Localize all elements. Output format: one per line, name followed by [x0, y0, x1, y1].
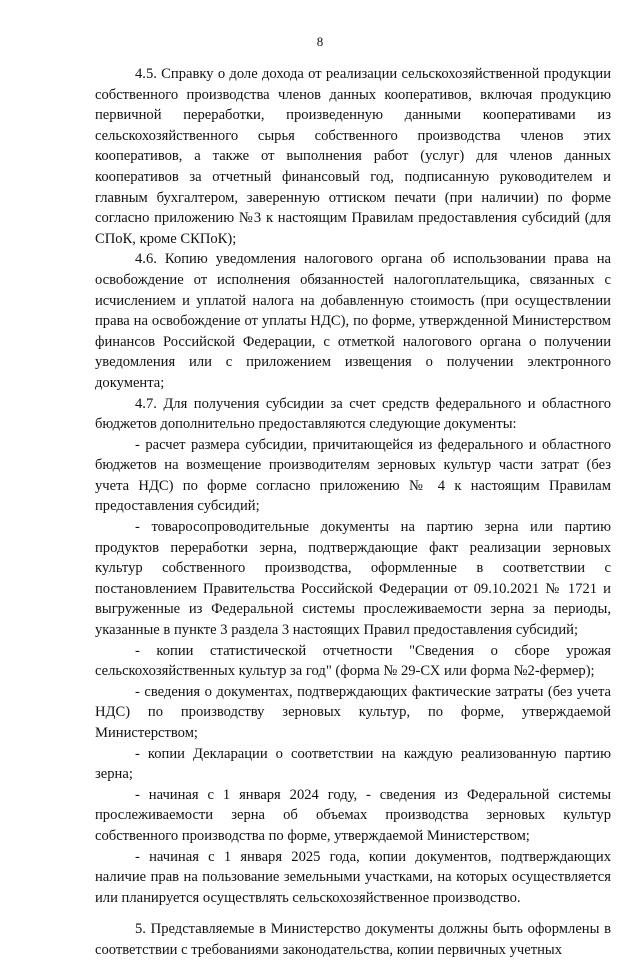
list-item: - начиная с 1 января 2024 году, - сведения из Федеральной системы прослеживаемости зерна об объемах производства зерновых культур собственного производства по форме, утверждаемой Министерством; [95, 786, 611, 844]
paragraph-4-7: 4.7. Для получения субсидии за счет средств федерального и областного бюджетов дополнительно предоставляются следующие документы: [95, 395, 611, 433]
paragraph-4-6: 4.6. Копию уведомления налогового органа об использовании права на освобождение от исполнения обязанностей налогоплательщика, связанных с исчислением и уплатой налога на добавленную стоимость (при осуществлении права на освобождение от уплаты НДС), по форме, утвержденной Министерством финансов Российской Федерации, с отметкой налогового органа о получении уведомления или с приложением извещения о получении электронного документа; [95, 251, 611, 391]
list-item: - копии Декларации о соответствии на каждую реализованную партию зерна; [95, 745, 611, 783]
list-item: - копии статистической отчетности "Сведения о сборе урожая сельскохозяйственных культур за год" (форма № 29-СХ или форма №2-фермер); [95, 642, 611, 680]
document-body [95, 64, 611, 961]
list-item: - товаросопроводительные документы на партию зерна или партию продуктов переработки зерна, подтверждающие факт реализации зерновых культур собственного производства, оформленные в соответствии с постановлением Правительства Российской Федерации от 09.10.2021 № 1721 и выгруженные из Федеральной системы прослеживаемости зерна за периоды, указанные в пункте 3 раздела 3 настоящих Правил предоставления субсидий; [95, 519, 611, 639]
list-item: - расчет размера субсидии, причитающейся из федерального и областного бюджетов на возмещение производителям зерновых культур части затрат (без учета НДС) по форме согласно приложению № 4 к настоящим Правилам предоставления субсидий; [95, 436, 611, 515]
list-item: - начиная с 1 января 2025 года, копии документов, подтверждающих наличие прав на пользование земельными участками, на которых осуществляется или планируется осуществлять сельскохозяйственное производство. [95, 848, 611, 906]
paragraph-5: 5. Представляемые в Министерство документы должны быть оформлены в соответствии с требованиями законодательства, копии первичных учетных [95, 921, 611, 958]
page-number: 8 [316, 34, 324, 49]
paragraph-4-5: 4.5. Справку о доле дохода от реализации сельскохозяйственной продукции собственного производства членов данных кооперативов, включая продукцию первичной переработки, произведенную данными кооперативами из сельскохозяйственного сырья собственного производства членов этих кооперативов, а также от выполнения работ (услуг) для членов данных кооперативов за отчетный финансовый год, подписанную руководителем и главным бухгалтером, заверенную оттиском печати (при наличии) по форме согласно приложению №3 к настоящим Правилам предоставления субсидий (для СПоК, кроме СКПоК); [95, 66, 611, 247]
list-item: - сведения о документах, подтверждающих фактические затраты (без учета НДС) по производству зерновых культур, по форме, утверждаемой Министерством; [95, 683, 611, 741]
